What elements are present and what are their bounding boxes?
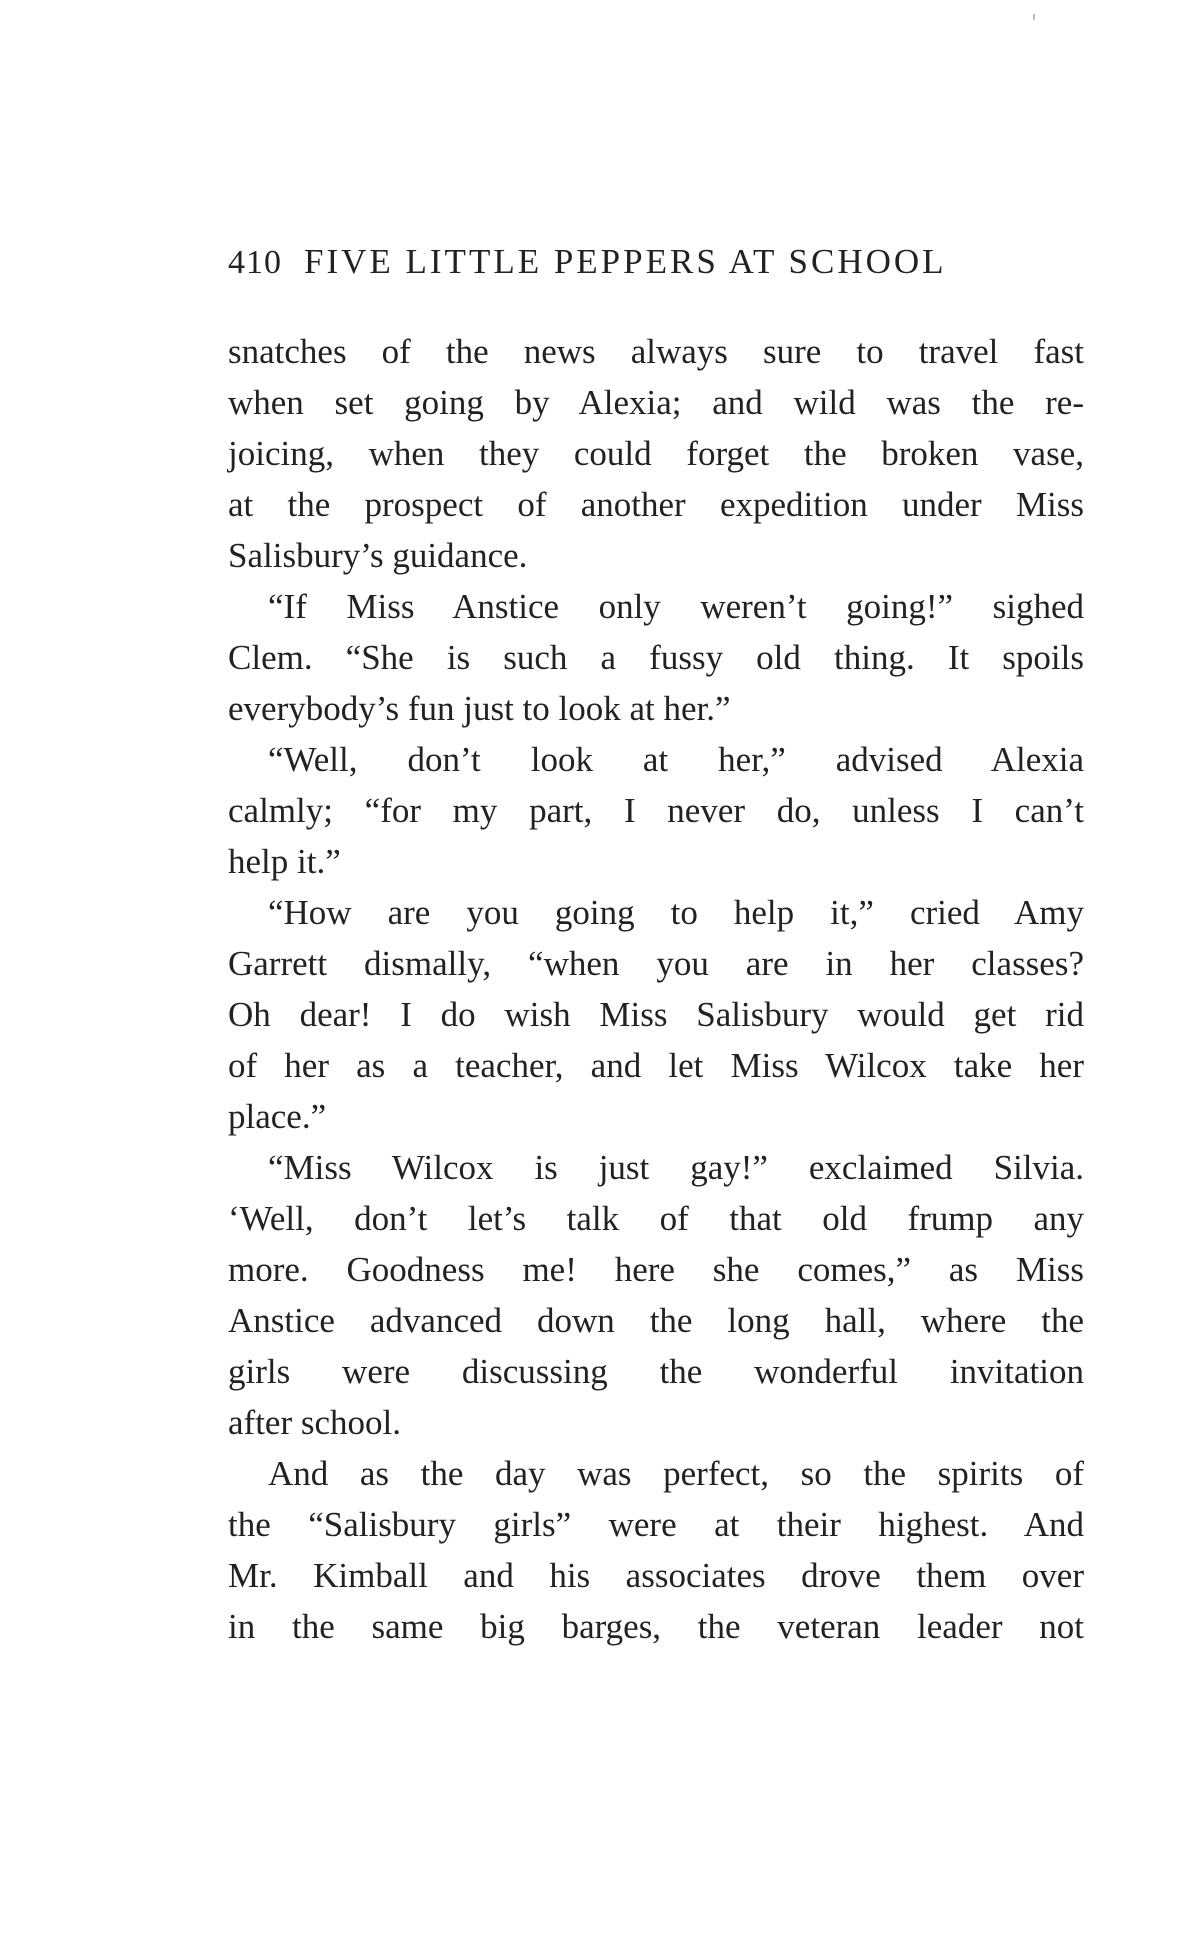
text-line: snatches of the news always sure to travel fast (228, 332, 1084, 371)
text-line: everybody’s fun just to look at her.” (228, 689, 731, 728)
text-line: “Well, don’t look at her,” advised Alexia (268, 740, 1084, 779)
text-line: joicing, when they could forget the broken vase, (228, 434, 1084, 473)
text-line: ‘Well, don’t let’s talk of that old frump any (228, 1199, 1084, 1238)
text-line: “If Miss Anstice only weren’t going!” sighed (268, 587, 1084, 626)
text-line: And as the day was perfect, so the spirits of (268, 1454, 1084, 1493)
page-number: 410 (228, 244, 282, 281)
text-line: calmly; “for my part, I never do, unless I can’t (228, 791, 1084, 830)
book-title: FIVE LITTLE PEPPERS AT SCHOOL (304, 242, 947, 281)
text-line: help it.” (228, 842, 341, 881)
scan-speck (1033, 14, 1035, 20)
text-line: more. Goodness me! here she comes,” as Miss (228, 1250, 1084, 1289)
text-line: “How are you going to help it,” cried Amy (268, 893, 1084, 932)
paragraph (228, 887, 1084, 1142)
text-line: Garrett dismally, “when you are in her classes? (228, 944, 1084, 983)
paragraph (228, 581, 1084, 734)
text-line: the “Salisbury girls” were at their highest. And (228, 1505, 1084, 1544)
text-line: when set going by Alexia; and wild was the re- (228, 383, 1084, 422)
text-line: Salisbury’s guidance. (228, 536, 528, 575)
paragraph (228, 734, 1084, 887)
text-line: “Miss Wilcox is just gay!” exclaimed Silvia. (268, 1148, 1084, 1187)
paragraph (228, 1142, 1084, 1448)
text-line: Oh dear! I do wish Miss Salisbury would get rid (228, 995, 1084, 1034)
text-line: at the prospect of another expedition under Miss (228, 485, 1084, 524)
text-line: after school. (228, 1403, 401, 1442)
text-line: Mr. Kimball and his associates drove them over (228, 1556, 1084, 1595)
text-line: girls were discussing the wonderful invitation (228, 1352, 1084, 1391)
body-text (228, 326, 1084, 1652)
text-line: Anstice advanced down the long hall, where the (228, 1301, 1084, 1340)
paragraph (228, 1448, 1084, 1652)
text-line: Clem. “She is such a fussy old thing. It spoils (228, 638, 1084, 677)
text-line: of her as a teacher, and let Miss Wilcox take her (228, 1046, 1084, 1085)
text-line: in the same big barges, the veteran leader not (228, 1607, 1084, 1646)
paragraph (228, 326, 1084, 581)
running-head (228, 242, 1084, 283)
text-line: place.” (228, 1097, 327, 1136)
